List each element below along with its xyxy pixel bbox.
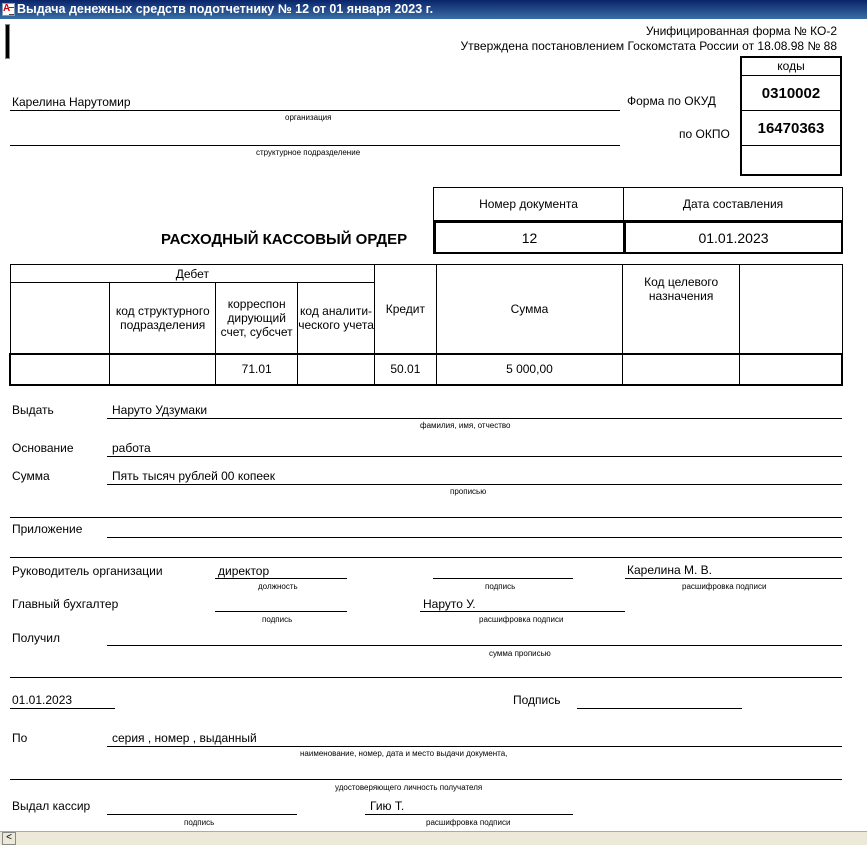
issue-label: Выдать xyxy=(12,403,54,417)
okpo-label: по ОКПО xyxy=(679,127,730,141)
signature-line xyxy=(577,708,742,709)
attachment-label: Приложение xyxy=(12,522,83,536)
chief-sign-line xyxy=(215,611,347,612)
cashier-decode-caption: расшифровка подписи xyxy=(426,818,511,827)
sum-words-value: Пять тысяч рублей 00 копеек xyxy=(112,469,275,483)
issue-value: Наруто Удзумаки xyxy=(112,403,208,417)
horizontal-scrollbar[interactable] xyxy=(0,831,867,845)
credit-value: 50.01 xyxy=(375,354,436,385)
table-cell xyxy=(109,354,216,385)
basis-line xyxy=(107,456,842,457)
doc-date-value: 01.01.2023 xyxy=(624,221,843,254)
cashier-name-line xyxy=(365,814,573,815)
attachment-line xyxy=(107,537,842,538)
sum-value: 5 000,00 xyxy=(436,354,623,385)
table-cell xyxy=(297,354,374,385)
basis-value: работа xyxy=(112,441,151,455)
window-title-bar xyxy=(0,0,867,19)
analytic-code-header: код аналити- ческого учета xyxy=(297,283,374,354)
chief-decode-caption: расшифровка подписи xyxy=(479,615,564,624)
okud-label: Форма по ОКУД xyxy=(627,94,716,108)
chief-sign-caption: подпись xyxy=(262,615,293,624)
window-title: Выдача денежных средств подотчетнику № 12 от 01 января 2023 г. xyxy=(17,2,434,16)
received-line xyxy=(107,645,842,646)
okud-value: 0310002 xyxy=(741,76,841,111)
sum-words-caption: сумма прописью xyxy=(489,649,551,658)
organization-caption: организация xyxy=(285,113,332,122)
head-sign-caption: подпись xyxy=(485,582,516,591)
position-line xyxy=(215,578,347,579)
doc-number-value: 12 xyxy=(434,221,625,254)
signature-label: Подпись xyxy=(513,693,561,707)
attachment-line-2 xyxy=(10,557,842,558)
unit-line xyxy=(10,145,620,146)
extra-header xyxy=(739,265,842,354)
head-decode-caption: расшифровка подписи xyxy=(682,582,767,591)
fio-caption: фамилия, имя, отчество xyxy=(420,421,511,430)
debet-header: Дебет xyxy=(10,265,375,283)
cashier-sign-caption: подпись xyxy=(184,818,215,827)
credit-header: Кредит xyxy=(375,265,436,354)
received-label: Получил xyxy=(12,631,60,645)
date-line xyxy=(10,708,115,709)
cashier-label: Выдал кассир xyxy=(12,799,91,813)
id-document-line xyxy=(107,746,842,747)
head-label: Руководитель организации xyxy=(12,564,163,578)
doc-title: РАСХОДНЫЙ КАССОВЫЙ ОРДЕР xyxy=(161,231,408,248)
id-document-line-2 xyxy=(10,779,842,780)
cashier-name: Гию Т. xyxy=(370,799,405,813)
position-caption: должность xyxy=(258,582,298,591)
scroll-left-button[interactable]: < xyxy=(2,832,16,845)
corr-account-value: 71.01 xyxy=(216,354,297,385)
id-document-value: серия , номер , выданный xyxy=(112,731,257,745)
unit-caption: структурное подразделение xyxy=(256,148,361,157)
doc-date-label: Дата составления xyxy=(624,188,842,221)
target-header: Код целевого назначения xyxy=(623,265,740,354)
organization-line xyxy=(10,110,620,111)
table-cell xyxy=(623,354,740,385)
table-cell xyxy=(739,354,842,385)
issue-line xyxy=(107,418,842,419)
okpo-value: 16470363 xyxy=(741,111,841,146)
chief-accountant-label: Главный бухгалтер xyxy=(12,597,119,611)
chief-name: Наруто У. xyxy=(423,597,476,611)
corr-account-header: корреспон дирующий счет, субсчет xyxy=(216,283,297,354)
sum-line-2 xyxy=(10,517,842,518)
id-caption: удостоверяющего личность получателя xyxy=(335,783,483,792)
cashier-sign-line xyxy=(107,814,297,815)
received-line-2 xyxy=(10,677,842,678)
accounting-table xyxy=(9,264,843,386)
form-name: Унифицированная форма № КО-2 xyxy=(645,24,837,38)
codes-label: коды xyxy=(741,57,841,76)
sum-label: Сумма xyxy=(12,469,50,483)
sum-header: Сумма xyxy=(436,265,623,354)
receipt-date: 01.01.2023 xyxy=(12,693,73,707)
report-icon xyxy=(2,3,15,16)
head-position: директор xyxy=(218,564,270,578)
head-sign-line xyxy=(433,578,573,579)
basis-label: Основание xyxy=(12,441,74,455)
words-caption: прописью xyxy=(450,487,487,496)
chief-name-line xyxy=(420,611,625,612)
doc-number-label: Номер документа xyxy=(434,188,624,221)
text-cursor xyxy=(5,24,10,59)
organization-name: Карелина Нарутомир xyxy=(12,95,131,109)
table-cell xyxy=(10,354,109,385)
unit-code-header: код структурного подразделения xyxy=(109,283,216,354)
head-name: Карелина М. В. xyxy=(627,563,712,577)
head-name-line xyxy=(625,578,842,579)
sum-line xyxy=(107,484,842,485)
by-label: По xyxy=(12,731,28,745)
doc-caption: наименование, номер, дата и место выдачи документа, xyxy=(300,749,508,758)
empty-header xyxy=(10,283,109,354)
approved-text: Утверждена постановлением Госкомстата России от 18.08.98 № 88 xyxy=(460,39,837,53)
